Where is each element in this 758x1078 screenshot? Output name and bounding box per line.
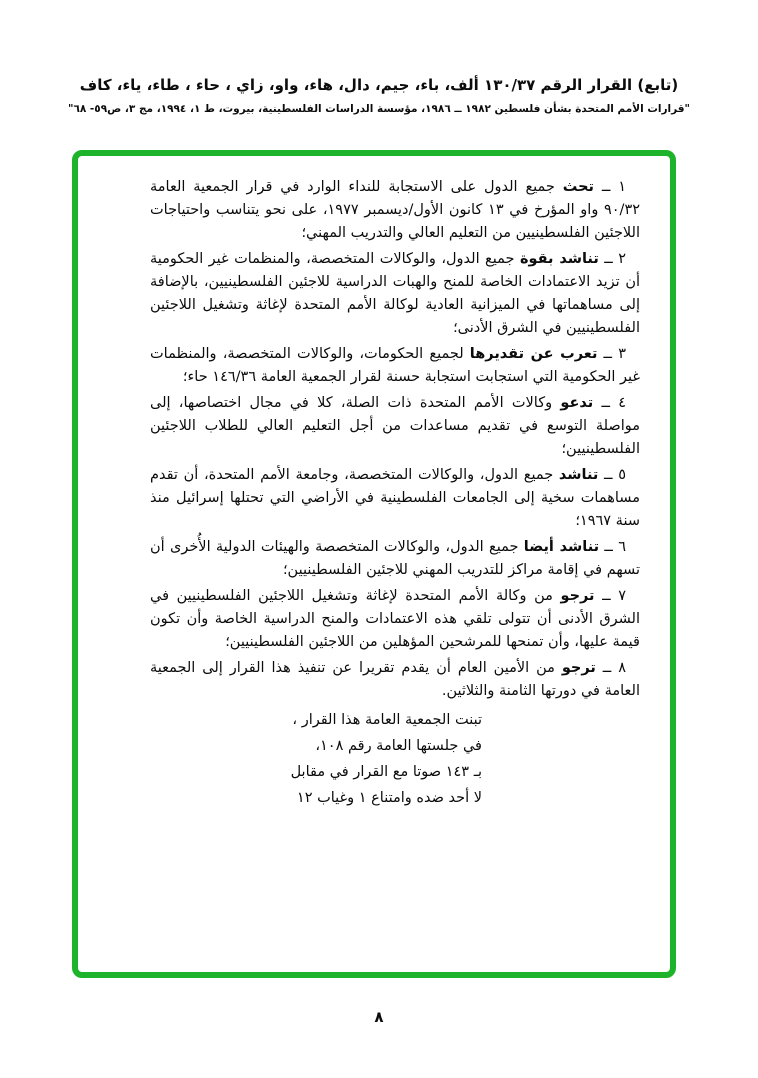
adoption-note xyxy=(150,707,482,811)
paragraph-lead-verb: تحث xyxy=(562,179,594,195)
paragraph-number: ٧ ــ xyxy=(594,588,627,604)
paragraph-lead-verb: تناشد أيضا xyxy=(523,539,600,555)
paragraph-number: ٦ ــ xyxy=(599,539,627,555)
resolution-paragraph xyxy=(150,343,640,389)
resolution-paragraph xyxy=(150,176,640,245)
adoption-line: في جلستها العامة رقم ١٠٨، xyxy=(315,738,482,754)
resolution-paragraph xyxy=(150,392,640,461)
paragraph-number: ٨ ــ xyxy=(595,660,627,676)
resolution-title: (تابع) القرار الرقم ١٣٠/٣٧ ألف، باء، جيم، دال، هاء، واو، زاي ، حاء ، طاء، ياء، كاف xyxy=(79,76,679,94)
paragraph-text: جميع الدول على الاستجابة للنداء الوارد في قرار الجمعية العامة ٩٠/٣٢ واو المؤرخ في ١٣ كانون الأول/ديسمبر ١٩٧٧، على نحو يتناسب واحتياجات اللاجئين الفلسطينيين من التعليم العالي والتدريب المهني؛ xyxy=(150,179,641,241)
adoption-line: تبنت الجمعية العامة هذا القرار ، xyxy=(292,712,482,728)
paragraph-text: وكالات الأمم المتحدة ذات الصلة، كلا في مجال اختصاصها، إلى مواصلة التوسع في تقديم مساعدات من أجل التعليم العالي للطلاب اللاجئين الفلسطينيين؛ xyxy=(150,395,640,457)
page-header xyxy=(45,76,713,115)
paragraph-lead-verb: تعرب عن تقديرها xyxy=(469,346,598,362)
paragraph-text: جميع الدول، والوكالات المتخصصة والهيئات الدولية الأُخرى أن تسهم في إقامة مراكز للتدريب المهني للاجئين الفلسطينيين؛ xyxy=(150,539,640,578)
paragraph-lead-verb: ترجو xyxy=(561,660,596,676)
resolution-paragraph xyxy=(150,657,640,703)
paragraph-text: من الأمين العام أن يقدم تقريرا عن تنفيذ هذا القرار إلى الجمعية العامة في دورتها الثامنة والثلاثين. xyxy=(150,660,640,699)
resolution-paragraph xyxy=(150,248,640,340)
page-number: ٨ xyxy=(374,1008,384,1026)
paragraph-lead-verb: تدعو xyxy=(560,395,594,411)
paragraph-number: ٤ ــ xyxy=(593,395,627,411)
paragraph-number: ١ ــ xyxy=(594,179,627,195)
resolution-body xyxy=(150,176,640,811)
resolution-paragraphs xyxy=(150,176,640,703)
source-citation: "قرارات الأمم المتحدة بشأن فلسطين ١٩٨٢ ــ ١٩٨٦، مؤسسة الدراسات الفلسطينية، بيروت، ط ١، ١٩٩٤، مج ٣، ص٥٩- ٦٨" xyxy=(67,103,691,115)
paragraph-number: ٥ ــ xyxy=(598,467,627,483)
resolution-paragraph xyxy=(150,464,640,533)
adoption-line: لا أحد ضده وامتناع ١ وغياب ١٢ xyxy=(296,790,482,806)
paragraph-text: جميع الدول، والوكالات المتخصصة، والمنظمات غير الحكومية أن تزيد الاعتمادات الخاصة للمنح والهبات الدراسية للاجئين الفلسطينيين، بالإضافة إلى مساهماتها في الميزانية العادية لوكالة الأمم المتحدة لإغاثة وتشغيل اللاجئين الفلسطينيين في الشرق الأدنى؛ xyxy=(150,251,640,336)
resolution-paragraph xyxy=(150,585,640,654)
paragraph-lead-verb: ترجو xyxy=(560,588,595,604)
paragraph-text: جميع الدول، والوكالات المتخصصة، وجامعة الأمم المتحدة، أن تقدم مساهمات سخية إلى الجامعات الفلسطينية في الأراضي التي تحتلها إسرائيل منذ سنة ١٩٦٧؛ xyxy=(150,467,640,529)
paragraph-number: ٢ ــ xyxy=(598,251,627,267)
paragraph-lead-verb: تناشد بقوة xyxy=(519,251,599,267)
paragraph-text: لجميع الحكومات، والوكالات المتخصصة، والمنظمات غير الحكومية التي استجابت استجابة حسنة لقرار الجمعية العامة ١٤٦/٣٦ حاء؛ xyxy=(150,346,640,385)
resolution-paragraph xyxy=(150,536,640,582)
adoption-line: بـ ١٤٣ صوتا مع القرار في مقابل xyxy=(290,764,482,780)
paragraph-text: من وكالة الأمم المتحدة لإغاثة وتشغيل اللاجئين الفلسطينيين في الشرق الأدنى أن تتولى تلقي هذه الاعتمادات والمنح الدراسية الخاصة وأن تكون قيمة عليها، وأن تمنحها للمرشحين المؤهلين من اللاجئين الفلسطينيين؛ xyxy=(150,588,640,650)
paragraph-lead-verb: تناشد xyxy=(558,467,599,483)
paragraph-number: ٣ ــ xyxy=(597,346,627,362)
